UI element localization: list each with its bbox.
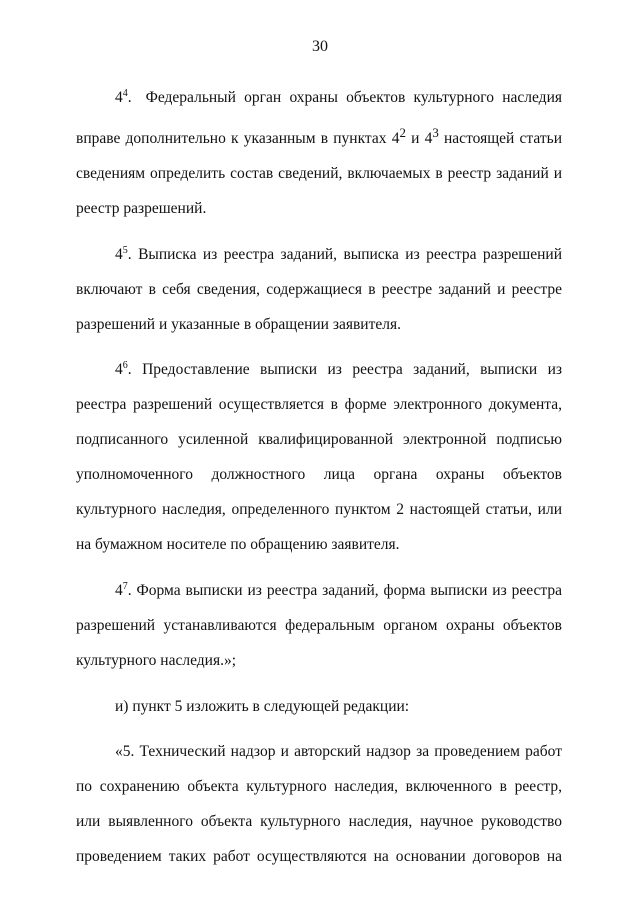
paragraph-text: «5. Технический надзор и авторский надзор за проведением работ по сохранению объекта культурного наследия, включенного в реестр, или выявленного объекта культурного наследия, научное руководство проведением таких работ осуществляются на основании договоров на [76,743,562,866]
paragraph-number: $4^7$. [115,580,132,599]
paragraph-number: $4^5$. [115,244,132,263]
paragraph-text: Федеральный орган охраны объектов культурного наследия вправе дополнительно к указанным в пунктах 4 [76,89,562,148]
paragraph-5-quoted [76,734,562,874]
paragraph-text: Предоставление выписки из реестра заданий, выписки из реестра разрешений осуществляется в форме электронного документа, подписанного усиленной квалифицированной электронной подписью уполномоченного должностного лица органа охраны объектов культурного наследия, определенного пунктом 2 настоящей статьи, или на бумажном носителе по обращению заявителя. [76,361,562,554]
paragraph-4-5 [76,237,562,342]
paragraph-amendment-i [76,689,562,724]
paragraph-4-6 [76,352,562,562]
paragraph-text: и) пункт 5 изложить в следующей редакции: [115,697,410,715]
paragraph-4-4: $4^4$. Федеральный орган охраны объектов культурного наследия вправе дополнительно к указанным в пунктах $4^2$ и $4^3$ настоящей статьи сведениям определить состав сведений, включаемых в реестр заданий и реестр разрешений. [76,88,562,218]
paragraph-number: $4^6$. [115,360,132,379]
paragraph-number: $4^4$. [115,88,132,106]
superscript: 2 [399,125,406,140]
paragraph-text: Выписка из реестра заданий, выписка из реестра разрешений включают в себя сведения, содержащиеся в реестре заданий и реестре разрешений и указанные в обращении заявителя. [76,245,562,333]
document-body [76,80,562,885]
paragraph-4-7 [76,573,562,678]
paragraph-text: Форма выписки из реестра заданий, форма выписки из реестра разрешений устанавливаются федеральным органом охраны объектов культурного наследия.»; [76,581,563,669]
page-number: 30 [312,38,328,55]
superscript: 3 [432,125,439,140]
